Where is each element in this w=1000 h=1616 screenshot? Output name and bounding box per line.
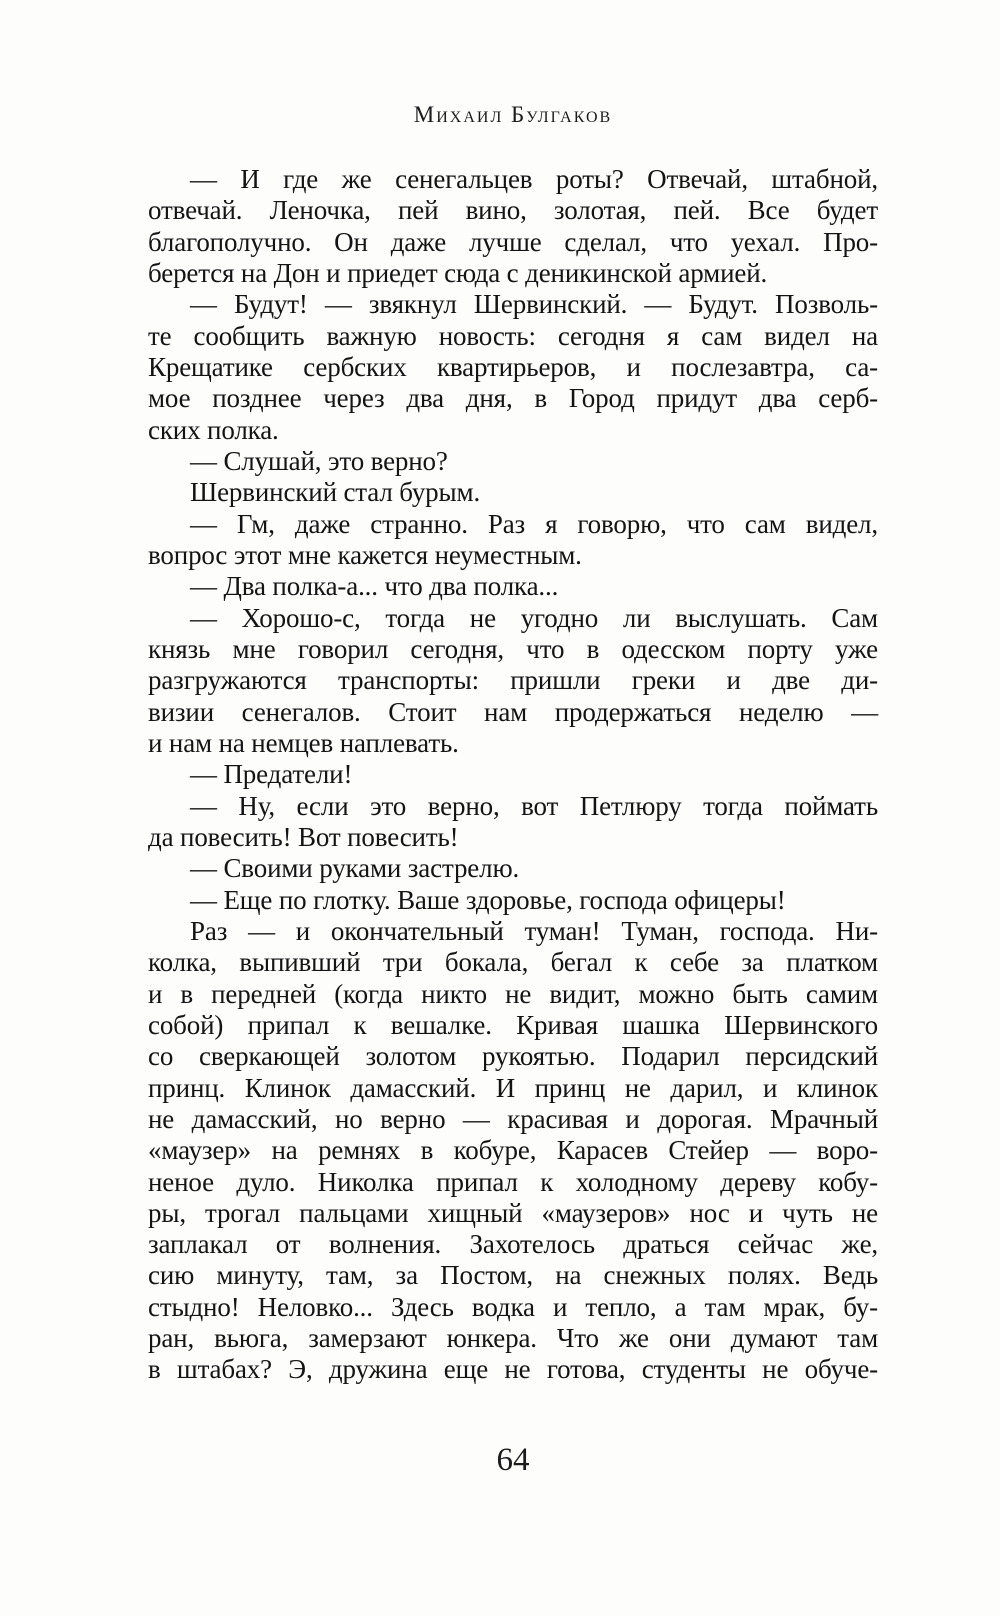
text-line: благополучно. Он даже лучше сделал, что уехал. Про- bbox=[148, 226, 878, 257]
text-line: собой) припал к вешалке. Кривая шашка Шервинского bbox=[148, 1009, 878, 1040]
text-line: неное дуло. Николка припал к холодному дереву кобу- bbox=[148, 1166, 878, 1197]
body-text bbox=[148, 164, 878, 1386]
text-line: — Слушай, это верно? bbox=[190, 445, 448, 476]
paragraph bbox=[148, 603, 878, 760]
text-line: — Хорошо-с, тогда не угодно ли выслушать. Сам bbox=[190, 602, 878, 633]
page-number: 64 bbox=[496, 1442, 530, 1478]
paragraph bbox=[148, 446, 878, 477]
text-line: те сообщить важную новость: сегодня я сам видел на bbox=[148, 320, 878, 351]
text-line: князь мне говорил сегодня, что в одесском порту уже bbox=[148, 633, 878, 664]
text-line: ских полка. bbox=[148, 414, 279, 445]
text-line: стыдно! Неловко... Здесь водка и тепло, а там мрак, бу- bbox=[148, 1291, 878, 1322]
text-line: в штабах? Э, дружина еще не готова, студенты не обуче- bbox=[148, 1354, 878, 1385]
text-line: Раз — и окончательный туман! Туман, господа. Ни- bbox=[190, 915, 878, 946]
running-head: Михаил Булгаков bbox=[413, 102, 613, 127]
text-line: ры, трогал пальцами хищный «маузеров» нос и чуть не bbox=[148, 1197, 878, 1228]
paragraph bbox=[148, 509, 878, 572]
text-line: принц. Клинок дамасский. И принц не дарил, и клинок bbox=[148, 1072, 878, 1103]
paragraph bbox=[148, 853, 878, 884]
text-line: — Предатели! bbox=[190, 759, 353, 790]
text-line: мое позднее через два дня, в Город придут два серб- bbox=[148, 383, 878, 414]
paragraph bbox=[148, 164, 878, 289]
text-line: заплакал от волнения. Захотелось драться сейчас же, bbox=[148, 1229, 878, 1260]
paragraph bbox=[148, 916, 878, 1386]
text-line: со сверкающей золотом рукоятью. Подарил персидский bbox=[148, 1041, 878, 1072]
text-line: отвечай. Леночка, пей вино, золотая, пей. Все будет bbox=[148, 195, 878, 226]
paragraph bbox=[148, 477, 878, 508]
paragraph bbox=[148, 571, 878, 602]
paragraph bbox=[148, 791, 878, 854]
text-line: — И где же сенегальцев роты? Отвечай, штабной, bbox=[190, 164, 878, 194]
paragraph bbox=[148, 885, 878, 916]
text-line: — Будут! — звякнул Шервинский. — Будут. Позволь- bbox=[190, 289, 878, 320]
text-line: сию минуту, там, за Постом, на снежных полях. Ведь bbox=[148, 1260, 878, 1291]
text-line: берется на Дон и приедет сюда с деникинской армией. bbox=[148, 257, 768, 288]
text-line: визии сенегалов. Стоит нам продержаться неделю — bbox=[148, 696, 878, 727]
text-line: — Гм, даже странно. Раз я говорю, что сам видел, bbox=[190, 508, 878, 539]
text-line: разгружаются транспорты: пришли греки и две ди- bbox=[148, 665, 878, 696]
text-line: «маузер» на ремнях в кобуре, Карасев Стейер — воро- bbox=[148, 1135, 878, 1166]
text-line: — Ну, если это верно, вот Петлюру тогда поймать bbox=[190, 790, 878, 821]
text-line: — Еще по глотку. Ваше здоровье, господа офицеры! bbox=[190, 884, 786, 915]
text-line: вопрос этот мне кажется неуместным. bbox=[148, 539, 582, 570]
text-line: Крещатике сербских квартирьеров, и послезавтра, са- bbox=[148, 351, 878, 382]
text-line: Шервинский стал бурым. bbox=[190, 477, 481, 508]
text-line: — Своими руками застрелю. bbox=[190, 853, 520, 884]
text-line: и в передней (когда никто не видит, можно быть самим bbox=[148, 978, 878, 1009]
text-line: колка, выпивший три бокала, бегал к себе за платком bbox=[148, 947, 878, 978]
text-line: — Два полка-а... что два полка... bbox=[190, 571, 559, 602]
paragraph bbox=[148, 759, 878, 790]
text-line: ран, вьюга, замерзают юнкера. Что же они думают там bbox=[148, 1323, 878, 1354]
paragraph bbox=[148, 289, 878, 446]
text-line: и нам на немцев наплевать. bbox=[148, 727, 459, 758]
text-line: да повесить! Вот повесить! bbox=[148, 821, 459, 852]
text-line: не дамасский, но верно — красивая и дорогая. Мрачный bbox=[148, 1103, 878, 1134]
